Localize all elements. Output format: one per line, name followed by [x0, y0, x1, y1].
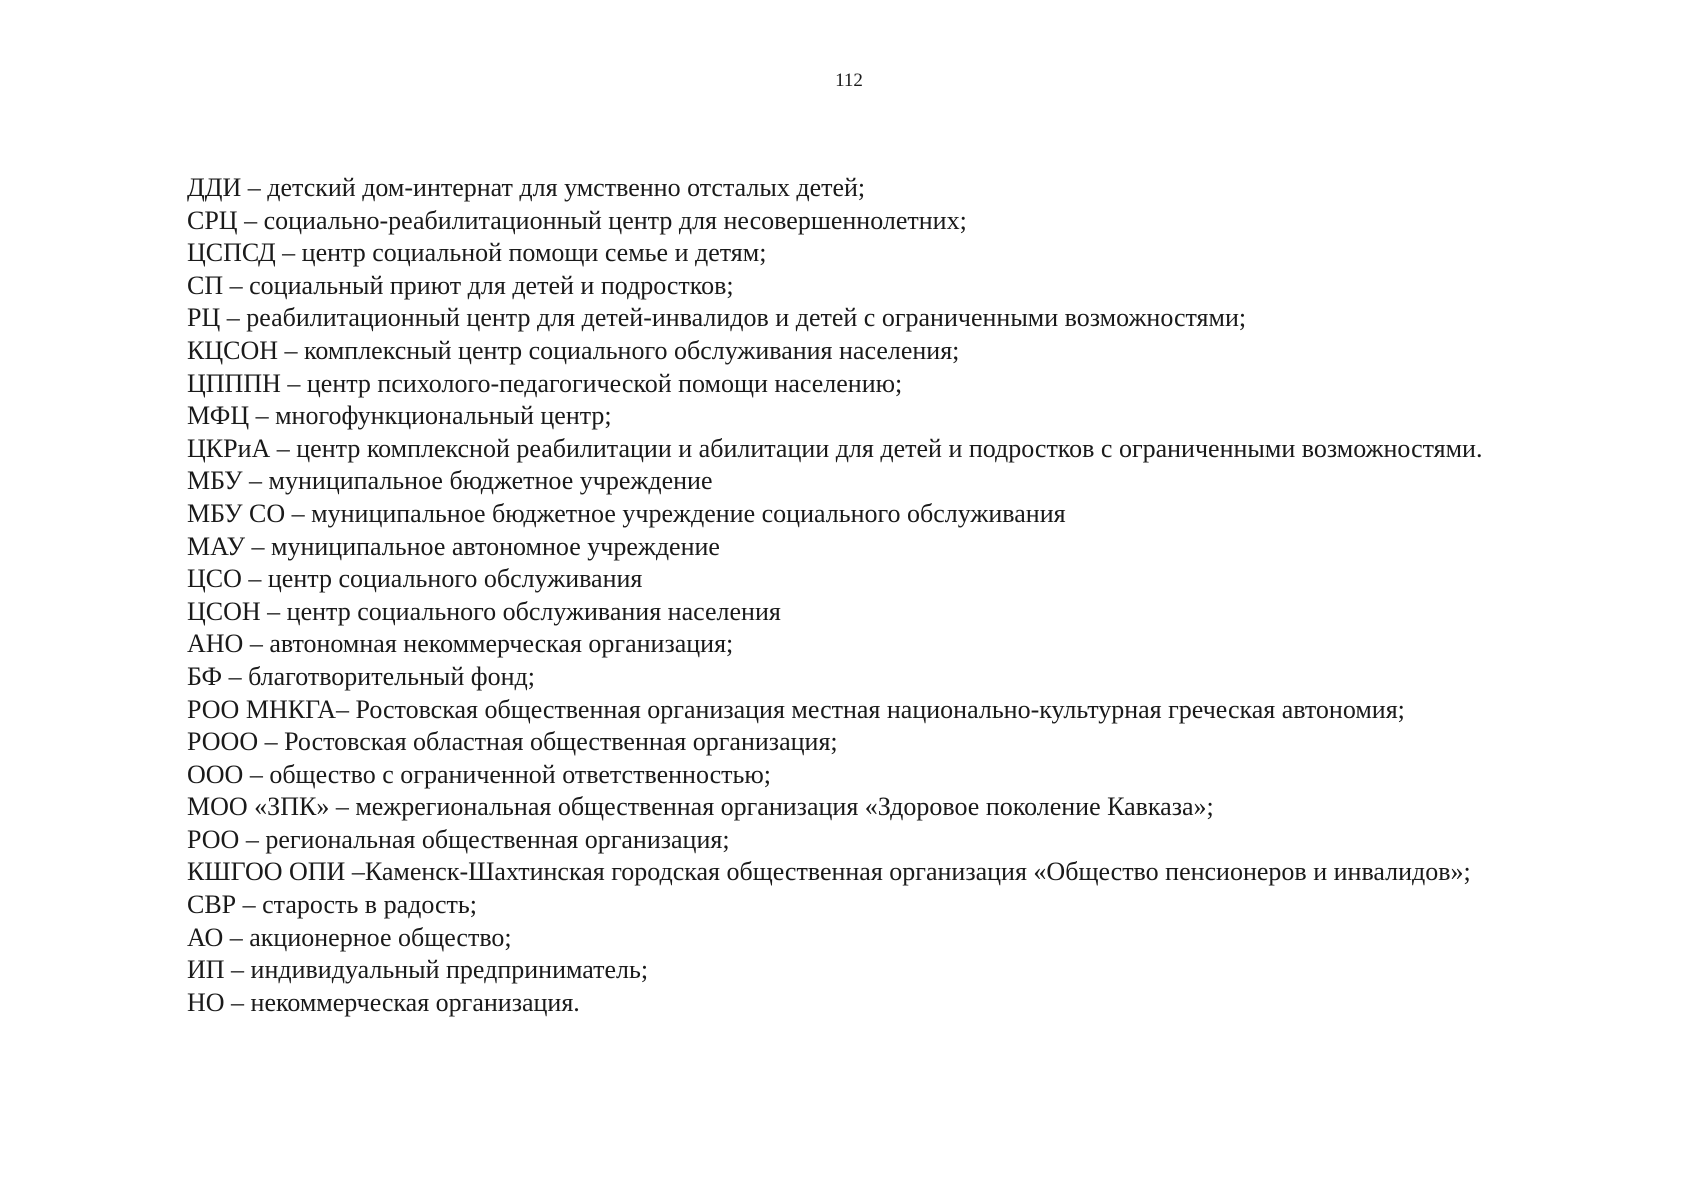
abbreviation-entry: ЦСО – центр социального обслуживания [187, 564, 643, 594]
abbreviation-entry: АНО – автономная некоммерческая организация; [187, 629, 734, 659]
abbreviation-entry: ЦСПСД – центр социальной помощи семье и детям; [187, 238, 767, 268]
abbreviation-entry: АО – акционерное общество; [187, 922, 512, 952]
abbreviation-entry: ДДИ – детский дом-интернат для умственно отсталых детей; [187, 173, 866, 202]
abbreviation-entry: ИП – индивидуальный предприниматель; [187, 955, 649, 985]
abbreviation-entry: КШГОО ОПИ –Каменск-Шахтинская городская общественная организация «Общество пенсионеров и инвалидов»; [187, 857, 1471, 887]
abbreviation-entry: ООО – общество с ограниченной ответственностью; [187, 759, 772, 789]
abbreviation-entry: РООО – Ростовская областная общественная организация; [187, 727, 838, 757]
abbreviation-entry: СРЦ – социально-реабилитационный центр для несовершеннолетних; [187, 205, 967, 235]
abbreviation-entry: КЦСОН – комплексный центр социального обслуживания населения; [187, 335, 960, 365]
abbreviation-entry: СВР – старость в радость; [187, 890, 477, 920]
abbreviation-entry: МБУ СО – муниципальное бюджетное учреждение социального обслуживания [187, 498, 1066, 528]
page-number: 112 [835, 70, 863, 91]
abbreviation-entry: ЦПППН – центр психолого-педагогической помощи населению; [187, 368, 903, 398]
abbreviation-entry: МБУ – муниципальное бюджетное учреждение [187, 466, 713, 496]
abbreviation-entry: РЦ – реабилитационный центр для детей-инвалидов и детей с ограниченными возможностями; [187, 303, 1247, 333]
abbreviation-entry: РОО МНКГА– Ростовская общественная организация местная национально-культурная греческая автономия; [187, 694, 1405, 724]
abbreviation-entry: МАУ – муниципальное автономное учреждение [187, 531, 720, 561]
abbreviation-entry: БФ – благотворительный фонд; [187, 661, 535, 691]
abbreviation-entry: РОО – региональная общественная организация; [187, 824, 730, 854]
abbreviation-entry: НО – некоммерческая организация. [187, 987, 580, 1017]
abbreviation-list [117, 172, 1587, 1019]
abbreviation-entry: МФЦ – многофункциональный центр; [187, 401, 612, 431]
abbreviation-entry: СП – социальный приют для детей и подростков; [187, 270, 734, 300]
abbreviation-entry: ЦКРиА – центр комплексной реабилитации и абилитации для детей и подростков с ограниченными возможностями. [187, 433, 1483, 463]
abbreviation-entry: МОО «ЗПК» – межрегиональная общественная организация «Здоровое поколение Кавказа»; [187, 792, 1214, 822]
abbreviation-entry: ЦСОН – центр социального обслуживания населения [187, 596, 781, 626]
